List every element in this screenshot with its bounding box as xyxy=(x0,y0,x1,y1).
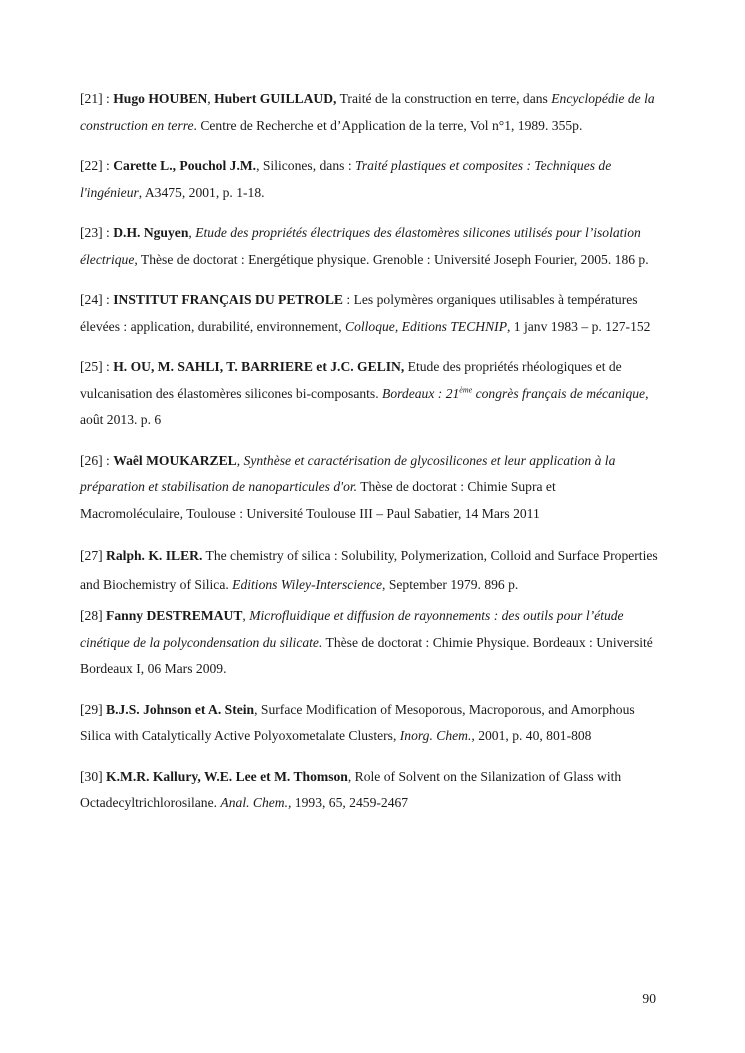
reference-21: [21] : Hugo HOUBEN, Hubert GUILLAUD, Traité de la construction en terre, dans Encyclopédie de la construction en terre. Centre de Recherche et d’Application de la terre, Vol n°1, 1989. 355p. xyxy=(80,91,655,133)
reference-24: [24] : INSTITUT FRANÇAIS DU PETROLE : Les polymères organiques utilisables à températures élevées : application, durabilité, environnement, Colloque, Editions TECHNIP, 1 janv 1983 – p. 127-152 xyxy=(80,292,651,334)
reference-25: [25] : H. OU, M. SAHLI, T. BARRIERE et J.C. GELIN, Etude des propriétés rhéologiques et de vulcanisation des élastomères silicones bi-composants. Bordeaux : 21ème congrès français de mécanique, août 2013. p. 6 xyxy=(80,359,649,427)
reference-30: [30] K.M.R. Kallury, W.E. Lee et M. Thomson, Role of Solvent on the Silanization of Glass with Octadecyltrichlorosilane. Anal. Chem., 1993, 65, 2459-2467 xyxy=(80,768,622,810)
reference-29: [29] B.J.S. Johnson et A. Stein, Surface Modification of Mesoporous, Macroporous, and Amorphous Silica with Catalytically Active Polyoxometalate Clusters, Inorg. Chem., 2001, p. 40, 801-808 xyxy=(80,701,635,743)
reference-23: [23] : D.H. Nguyen, Etude des propriétés électriques des élastomères silicones utilisés pour l’isolation électrique, Thèse de doctorat : Energétique physique. Grenoble : Université Joseph Fourier, 2005. 186 p. xyxy=(80,225,649,267)
page-number: 90 xyxy=(642,991,656,1006)
references-list xyxy=(80,86,660,817)
reference-28: [28] Fanny DESTREMAUT, Microfluidique et diffusion de rayonnements : des outils pour l’étude cinétique de la polycondensation du silicate. Thèse de doctorat : Chimie Physique. Bordeaux : Université Bordeaux I, 06 Mars 2009. xyxy=(80,608,653,676)
reference-27: [27] Ralph. K. ILER. The chemistry of silica : Solubility, Polymerization, Colloid and Surface Properties and Biochemistry of Silica. Editions Wiley-Interscience, September 1979. 896 p. xyxy=(80,548,658,592)
reference-22: [22] : Carette L., Pouchol J.M., Silicones, dans : Traité plastiques et composites : Techniques de l'ingénieur, A3475, 2001, p. 1-18. xyxy=(80,158,612,200)
reference-26: [26] : Waêl MOUKARZEL, Synthèse et caractérisation de glycosilicones et leur application à la préparation et stabilisation de nanoparticules d'or. Thèse de doctorat : Chimie Supra et Macromoléculaire, Toulouse : Université Toulouse III – Paul Sabatier, 14 Mars 2011 xyxy=(80,452,616,521)
